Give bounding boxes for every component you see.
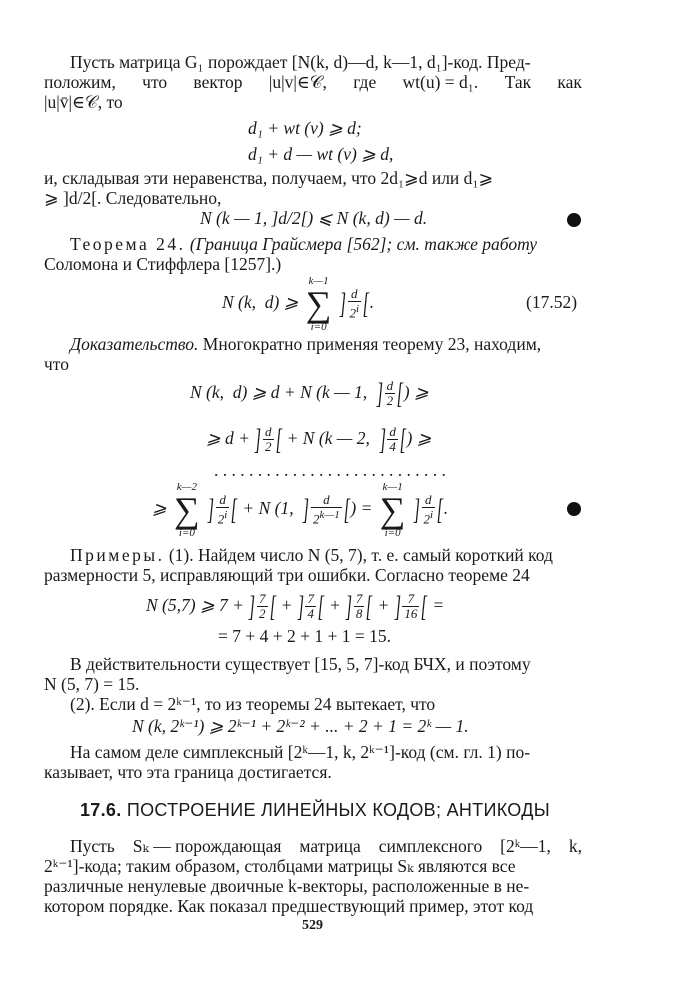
example-label: Примеры.: [70, 545, 165, 565]
proof-line: что: [44, 354, 69, 374]
text-line: 2ᵏ⁻¹]-кода; таким образом, столбцами матрицы Sₖ являются все: [44, 856, 516, 876]
word: вектор: [193, 72, 243, 92]
text-line: казывает, что эта граница достигается.: [44, 762, 332, 782]
example-line: размерности 5, исправляющий три ошибки. Согласно теореме 24: [44, 565, 530, 585]
word: где: [353, 72, 377, 92]
proof-step-final: ⩾ k—2 ∑ i=0 ] $\frac{d}{2^i}$ [ + N (1, ] $\frac{d}{2^{k—1}}$ [) = k—1 ∑ i=0 ] $\frac{d}{2^i}$ [.: [152, 480, 449, 539]
text-line-justified: [70, 836, 582, 856]
sum-symbol: k—1 ∑ i=0: [379, 480, 406, 539]
example-line: [70, 545, 553, 565]
theorem-text: (Граница Грайсмера [562]; см. также работу: [189, 234, 538, 254]
equation: N (k — 1, ]d/2[) ⩽ N (k, d) — d.: [200, 208, 428, 228]
page-number: 529: [302, 918, 323, 933]
section-title: ПОСТРОЕНИЕ ЛИНЕЙНЫХ КОДОВ; АНТИКОДЫ: [126, 800, 550, 820]
word: wt(u) = d₁.: [402, 72, 479, 92]
text-line: (2). Если d = 2ᵏ⁻¹, то из теоремы 24 вытекает, что: [70, 694, 436, 714]
proof-label: Доказательство.: [70, 334, 199, 354]
end-of-proof-bullet: [567, 213, 581, 227]
text-line: котором порядке. Как показал предшествующий пример, этот код: [44, 896, 534, 916]
word: Sₖ — порождающая: [132, 836, 282, 856]
text-line: Пусть матрица G₁ порождает [N(k, d)—d, k—1, d₁]-код. Пред-: [70, 52, 531, 72]
proof-text: Многократно применяя теорему 23, находим,: [202, 334, 542, 354]
word: Так: [504, 72, 532, 92]
example-equation: N (5,7) ⩾ 7 + ] $\frac{7}{2}$ [ + ] $\frac{7}{4}$ [ + ] $\frac{7}{8}$ [ + ] $\frac{7}{16}$ [ =: [146, 589, 445, 623]
text-line: На самом деле симплексный [2ᵏ—1, k, 2ᵏ⁻¹]-код (см. гл. 1) по-: [70, 742, 531, 762]
text-line: ⩾ ]d/2[. Следовательно,: [44, 188, 222, 208]
equation-number: (17.52): [526, 292, 578, 312]
proof-line: [70, 334, 541, 354]
proof-step-1: N (k, d) ⩾ d + N (k — 1, ] $\frac{d}{2}$ [) ⩾: [190, 376, 429, 410]
example-text: (1). Найдем число N (5, 7), т. е. самый короткий код: [168, 545, 553, 565]
end-of-proof-bullet: [567, 502, 581, 516]
theorem-line: Соломона и Стиффлера [1257].): [44, 254, 282, 274]
text-line-justified: [44, 72, 582, 92]
section-number: 17.6.: [80, 800, 122, 820]
word: k,: [568, 836, 582, 856]
griesmer-bound-equation: N (k, d) ⩾ k—1 ∑ i=0 ] $\frac{d}{2^i}$ [.: [222, 274, 375, 333]
word: матрица: [299, 836, 361, 856]
word: |u|v|∈𝒞,: [268, 72, 327, 92]
example-equation-2: N (k, 2ᵏ⁻¹) ⩾ 2ᵏ⁻¹ + 2ᵏ⁻² + ... + 2 + 1 = 2ᵏ — 1.: [132, 716, 469, 736]
inequality: d₁ + wt (v) ⩾ d;: [248, 118, 362, 138]
section-heading: [80, 800, 550, 820]
word: что: [142, 72, 168, 92]
word: положим,: [44, 72, 116, 92]
text-line: различные ненулевые двоичные k-векторы, расположенные в не-: [44, 876, 530, 896]
theorem-line: [70, 234, 537, 254]
word: как: [557, 72, 582, 92]
inequality: d₁ + d — wt (v) ⩾ d,: [248, 144, 394, 164]
text-line: В действительности существует [15, 5, 7]-код БЧХ, и поэтому: [70, 654, 531, 674]
text-line: и, складывая эти неравенства, получаем, что 2d₁⩾d или d₁⩾: [44, 168, 494, 188]
word: Пусть: [70, 836, 115, 856]
sum-symbol: k—2 ∑ i=0: [174, 480, 200, 539]
word: симплексного: [378, 836, 483, 856]
text-line: |u|v̄|∈𝒞, то: [44, 92, 123, 112]
sum-symbol: k—1 ∑ i=0: [305, 274, 332, 333]
example-result: = 7 + 4 + 2 + 1 + 1 = 15.: [218, 626, 391, 646]
text-line: N (5, 7) = 15.: [44, 674, 140, 694]
ellipsis-row: . . . . . . . . . . . . . . . . . . . . . . . . . . .: [214, 460, 446, 480]
word: [2ᵏ—1,: [500, 836, 551, 856]
proof-step-2: ⩾ d + ] $\frac{d}{2}$ [ + N (k — 2, ] $\frac{d}{4}$ [) ⩾: [206, 422, 432, 456]
theorem-label: Теорема 24.: [70, 234, 186, 254]
